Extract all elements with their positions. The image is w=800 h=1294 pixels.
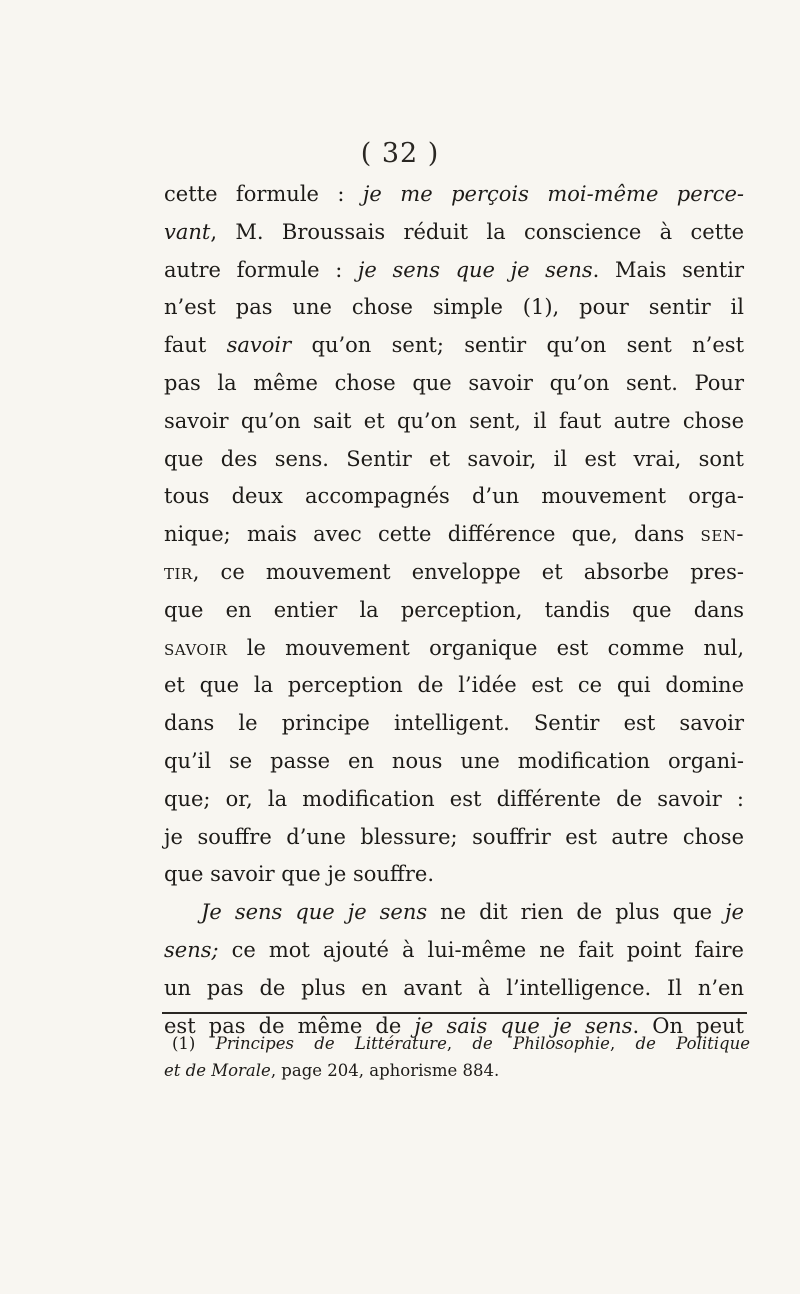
text-segment: le mouvement organique est comme nul,	[227, 635, 744, 660]
text-segment: que; or, la modification est différente de savoir :	[164, 786, 744, 811]
text-line	[164, 365, 744, 403]
text-line	[164, 970, 744, 1008]
italic-phrase: de Philosophie	[472, 1034, 610, 1053]
text-line	[164, 289, 744, 327]
italic-phrase: Je sens que je sens	[201, 900, 428, 925]
text-line	[164, 441, 744, 479]
text-segment: tous deux accompagnés d’un mouvement orga-	[164, 484, 744, 509]
small-caps-word: tir	[164, 559, 193, 584]
text-segment: n’est pas une chose simple (1), pour sentir il	[164, 295, 744, 320]
text-line	[164, 214, 744, 252]
italic-phrase: savoir	[226, 333, 292, 358]
small-caps-word: savoir	[164, 635, 228, 660]
text-segment: faut	[164, 333, 227, 358]
text-line	[164, 667, 744, 705]
text-segment: savoir qu’on sait et qu’on sent, il faut autre chose	[164, 408, 744, 433]
text-line	[164, 932, 744, 970]
footnote-line	[164, 1057, 750, 1084]
text-line	[164, 516, 744, 554]
text-segment: je souffre d’une blessure; souffrir est autre chose	[164, 824, 744, 849]
footnote-separator	[162, 1012, 747, 1014]
text-segment: qu’il se passe en nous une modification organi-	[164, 748, 744, 773]
text-segment: , M. Broussais réduit la conscience à cette	[210, 219, 744, 244]
text-line	[164, 781, 744, 819]
text-segment: . Mais sentir	[592, 257, 744, 282]
text-line	[164, 176, 744, 214]
text-segment: autre formule :	[164, 257, 358, 282]
italic-phrase: je me perçois moi-même perce-	[362, 182, 744, 206]
text-segment: dans le principe intelligent. Sentir est savoir	[164, 711, 744, 736]
text-line	[164, 327, 744, 365]
text-segment: ce mot ajouté à lui-même ne fait point faire	[218, 937, 744, 962]
text-segment: ne dit rien de plus que	[427, 900, 726, 925]
text-line	[164, 819, 744, 857]
text-line	[164, 630, 744, 668]
body-text	[164, 176, 744, 1045]
italic-phrase: vant	[164, 219, 211, 244]
text-segment: . On peut	[632, 1013, 744, 1038]
text-line	[164, 478, 744, 516]
text-segment: ,	[446, 1034, 473, 1053]
text-line	[164, 856, 744, 894]
italic-phrase: de Politique	[635, 1034, 750, 1053]
text-line	[164, 252, 744, 290]
text-segment: pas la même chose que savoir qu’on sent. Pour	[164, 370, 744, 395]
footnote	[164, 1030, 750, 1084]
text-segment: (1)	[172, 1034, 216, 1053]
text-segment: , ce mouvement enveloppe et absorbe pres-	[192, 559, 744, 584]
italic-phrase: sens;	[164, 937, 219, 962]
text-segment: nique; mais avec cette différence que, dans	[164, 522, 701, 547]
italic-phrase: je	[725, 900, 744, 925]
small-caps-word: sen-	[700, 522, 744, 547]
text-segment: qu’on sent; sentir qu’on sent n’est	[291, 333, 745, 358]
text-segment: que des sens. Sentir et savoir, il est vrai, sont	[164, 446, 744, 471]
text-line	[164, 554, 744, 592]
text-segment: que savoir que je souffre.	[164, 862, 434, 887]
text-line	[164, 894, 744, 932]
text-segment: un pas de plus en avant à l’intelligence. Il n’en	[164, 975, 744, 1000]
text-line	[164, 743, 744, 781]
text-line	[164, 705, 744, 743]
italic-phrase: Principes de Littérature	[215, 1034, 447, 1053]
text-segment: est pas de même de	[164, 1013, 415, 1038]
italic-phrase: et de Morale	[164, 1061, 271, 1080]
text-segment: cette formule :	[164, 182, 363, 206]
text-segment: que en entier la perception, tandis que dans	[164, 597, 744, 622]
text-segment: et que la perception de l’idée est ce qui domine	[164, 673, 744, 698]
text-line	[164, 403, 744, 441]
italic-phrase: je sens que je sens	[357, 257, 593, 282]
text-segment: ,	[609, 1034, 636, 1053]
text-line	[164, 592, 744, 630]
footnote-line	[164, 1030, 750, 1057]
text-segment: , page 204, aphorisme 884.	[270, 1061, 500, 1080]
italic-phrase: je sais que je sens	[414, 1013, 633, 1038]
page-number: ( 32 )	[360, 138, 440, 169]
